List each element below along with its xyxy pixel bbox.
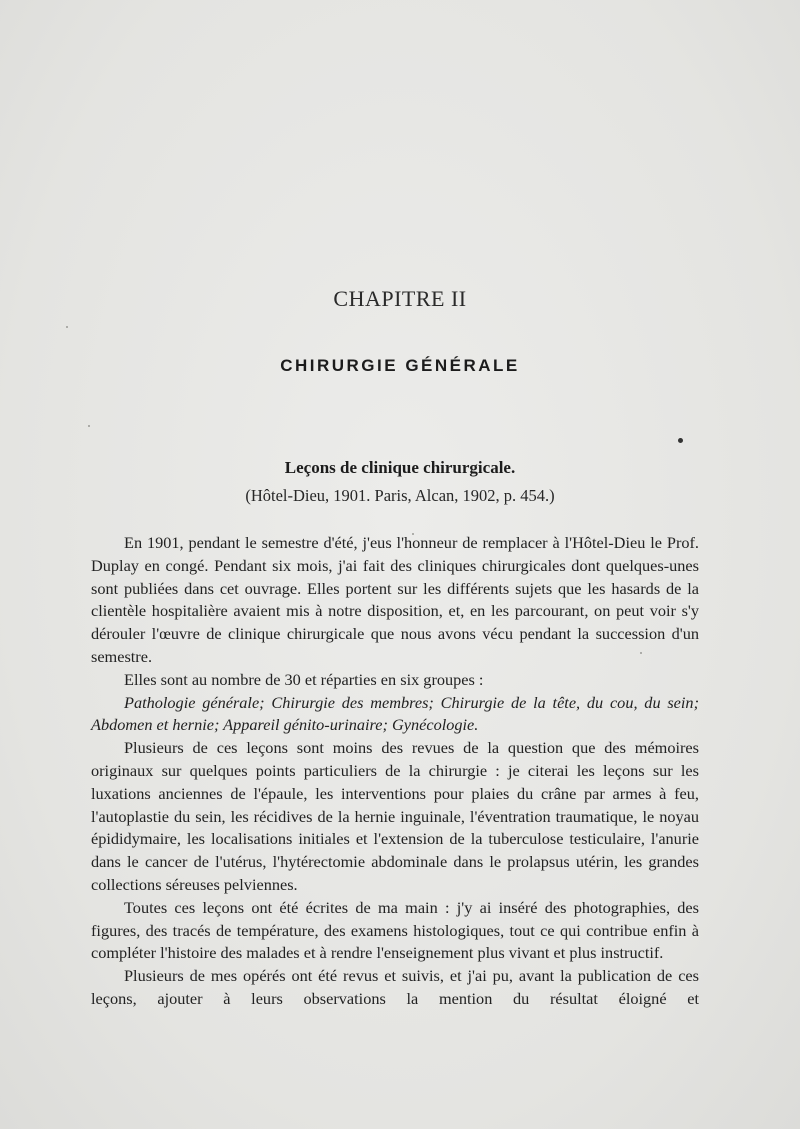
paragraph: En 1901, pendant le semestre d'été, j'eus l'honneur de remplacer à l'Hôtel-Dieu le Prof. Duplay en congé. Pendant six mois, j'ai fait des cliniques chirurgicales dont quelques-unes sont publiées dans cet ouvrage. Elles portent sur les différents sujets que les hasards de la clientèle hospitalière avaient mis à notre disposition, et, en les parcourant, on peut voir s'y dérouler l'œuvre de clinique chirurgicale que nous avons vécu pendant la succession d'un semestre. bbox=[91, 533, 699, 666]
paragraph: Plusieurs de ces leçons sont moins des revues de la question que des mémoires originaux sur quelques points particuliers de la chirurgie : je citerai les leçons sur les luxations anciennes de l'épaule, les interventions pour plaies du crâne par armes à feu, l'autoplastie du sein, les récidives de la hernie inguinale, l'éventration traumatique, le noyau épididymaire, les localisations initiales et l'extension de la tuberculose testiculaire, l'anurie dans le cancer de l'utérus, l'hytérectomie abdominale dans le prolapsus utérin, les grandes collections séreuses pelviennes. bbox=[91, 738, 699, 894]
chapter-heading: CHAPITRE II bbox=[333, 286, 467, 311]
bibliographic-reference: (Hôtel-Dieu, 1901. Paris, Alcan, 1902, p. 454.) bbox=[245, 486, 555, 505]
paragraph: Plusieurs de mes opérés ont été revus et suivis, et j'ai pu, avant la publication de ces leçons, ajouter à leurs observations la mention du résultat éloigné et bbox=[91, 966, 699, 1008]
paragraph: Elles sont au nombre de 30 et réparties en six groupes : bbox=[124, 669, 484, 689]
section-heading: CHIRURGIE GÉNÉRALE bbox=[280, 356, 520, 375]
paragraph: Toutes ces leçons ont été écrites de ma main : j'y ai inséré des photographies, des figures, des tracés de température, des examens histologiques, tout ce qui contribue enfin à compléter l'histoire des malades et à rendre l'enseignement plus vivant et plus instructif. bbox=[91, 897, 699, 963]
ink-dot bbox=[678, 438, 683, 443]
subsection-title: Leçons de clinique chirurgicale. bbox=[284, 458, 516, 477]
body-text bbox=[91, 532, 699, 1011]
paper-speck bbox=[88, 425, 90, 427]
group-list: Pathologie générale; Chirurgie des membres; Chirurgie de la tête, du cou, du sein; Abdomen et hernie; Appareil génito-urinaire; Gynécologie. bbox=[91, 692, 699, 735]
paper-speck bbox=[66, 326, 68, 328]
